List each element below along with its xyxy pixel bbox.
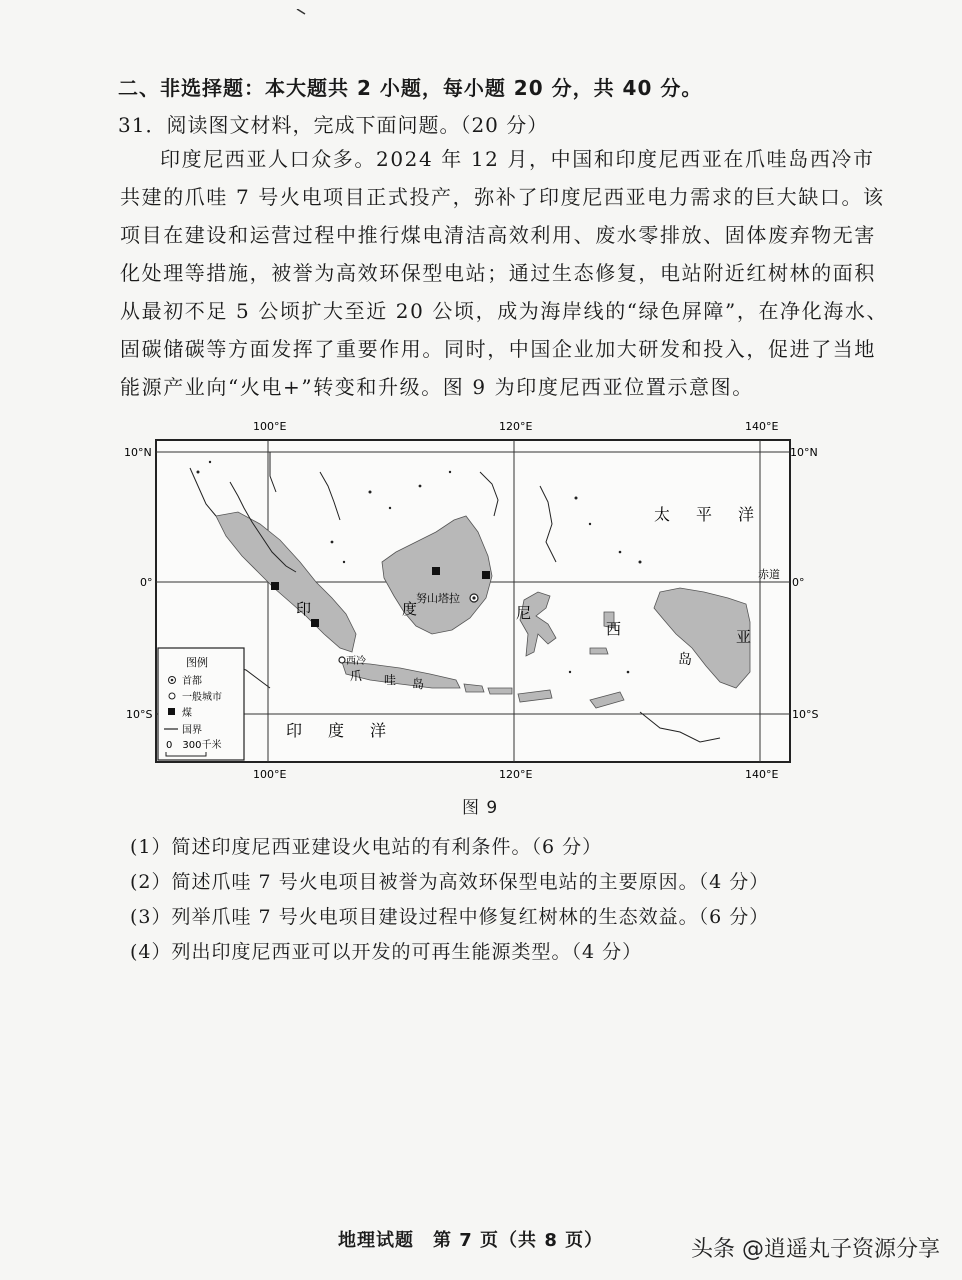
lombok-island [488,688,512,694]
java-char: 爪 [350,669,363,683]
indian-char: 度 [328,721,345,740]
coal-marker [432,567,440,575]
legend-item-capital: 首都 [182,676,202,687]
java-char: 哇 [384,673,397,687]
paragraph-line: 从最初不足 5 公顷扩大至近 20 公顷，成为海岸线的“绿色屏障”，在净化海水、 [120,299,889,323]
capital-label: 努山塔拉 [416,592,460,605]
watermark: 头条 @逍遥丸子资源分享 [691,1237,940,1262]
section-title: 二、非选择题：本大题共 2 小题，每小题 20 分，共 40 分。 [118,76,703,100]
java-char: 岛 [412,677,425,691]
sub-question-1: (1）简述印度尼西亚建设火电站的有利条件。（6 分） [130,836,603,858]
legend-item-border: 国界 [182,725,202,736]
lon-label-140e-top: 140°E [745,420,779,433]
country-char: 亚 [736,628,752,646]
lon-label-140e-bottom: 140°E [745,768,779,781]
lat-label-10n-right: 10°N [790,446,818,459]
city-label: 西冷 [346,656,366,667]
indonesia-location-map [120,412,820,782]
legend-item-coal: 煤 [182,708,192,719]
paragraph-line: 项目在建设和运营过程中推行煤电清洁高效利用、废水零排放、固体废弃物无害 [120,223,876,247]
paragraph-line: 化处理等措施，被誉为高效环保型电站；通过生态修复，电站附近红树林的面积 [120,261,876,285]
lat-label-10s-left: 10°S [126,708,153,721]
pacific-char: 平 [696,505,713,524]
sub-question-2: (2）简述爪哇 7 号火电项目被誉为高效环保型电站的主要原因。（4 分） [130,871,770,893]
equator-label: 赤道 [758,568,780,581]
map-legend [158,648,244,760]
paragraph-line: 共建的爪哇 7 号火电项目正式投产，弥补了印度尼西亚电力需求的巨大缺口。该 [120,185,885,209]
coal-marker [482,571,490,579]
paragraph-line: 能源产业向“火电+”转变和升级。图 9 为印度尼西亚位置示意图。 [120,375,754,399]
maluku-island [590,648,608,654]
capital-symbol-dot [472,596,475,599]
country-char: 西 [606,620,622,638]
indian-char: 印 [286,721,303,740]
lat-label-0-right: 0° [792,576,805,589]
lat-label-0-left: 0° [140,576,153,589]
island-char: 岛 [678,652,692,668]
lon-label-100e-bottom: 100°E [253,768,287,781]
pacific-ocean-label [654,505,754,524]
lon-label-120e-top: 120°E [499,420,533,433]
indian-ocean-label [286,721,386,740]
indian-char: 洋 [370,721,387,740]
sub-question-3: (3）列举爪哇 7 号火电项目建设过程中修复红树林的生态效益。（6 分） [130,906,770,928]
country-char: 尼 [516,604,532,622]
lat-label-10n-left: 10°N [124,446,152,459]
page-footer: 地理试题 第 7 页（共 8 页） [338,1230,604,1251]
legend-city-icon [169,693,175,699]
coal-marker [271,582,279,590]
legend-title: 图例 [186,656,208,669]
legend-coal-icon [168,708,175,715]
sub-question-4: (4）列出印度尼西亚可以开发的可再生能源类型。（4 分） [130,941,643,963]
lat-label-10s-right: 10°S [792,708,819,721]
lon-label-120e-bottom: 120°E [499,768,533,781]
coal-marker [311,619,319,627]
country-char: 度 [402,600,418,618]
city-symbol [339,657,345,663]
country-char: 印 [296,600,312,618]
legend-capital-icon-dot [171,679,174,682]
pacific-char: 太 [654,505,671,524]
lon-label-100e-top: 100°E [253,420,287,433]
pacific-char: 洋 [738,505,755,524]
scan-mark [295,0,311,6]
legend-scale-label: 0 300千米 [166,740,222,751]
figure-caption: 图 9 [462,798,499,818]
paragraph-line: 印度尼西亚人口众多。2024 年 12 月，中国和印度尼西亚在爪哇岛西冷市 [160,147,875,171]
legend-item-city: 一般城市 [182,692,222,703]
question-paragraph [120,140,889,406]
question-header: 31．阅读图文材料，完成下面问题。（20 分） [118,113,549,137]
paragraph-line: 固碳储碳等方面发挥了重要作用。同时，中国企业加大研发和投入，促进了当地 [120,337,876,361]
